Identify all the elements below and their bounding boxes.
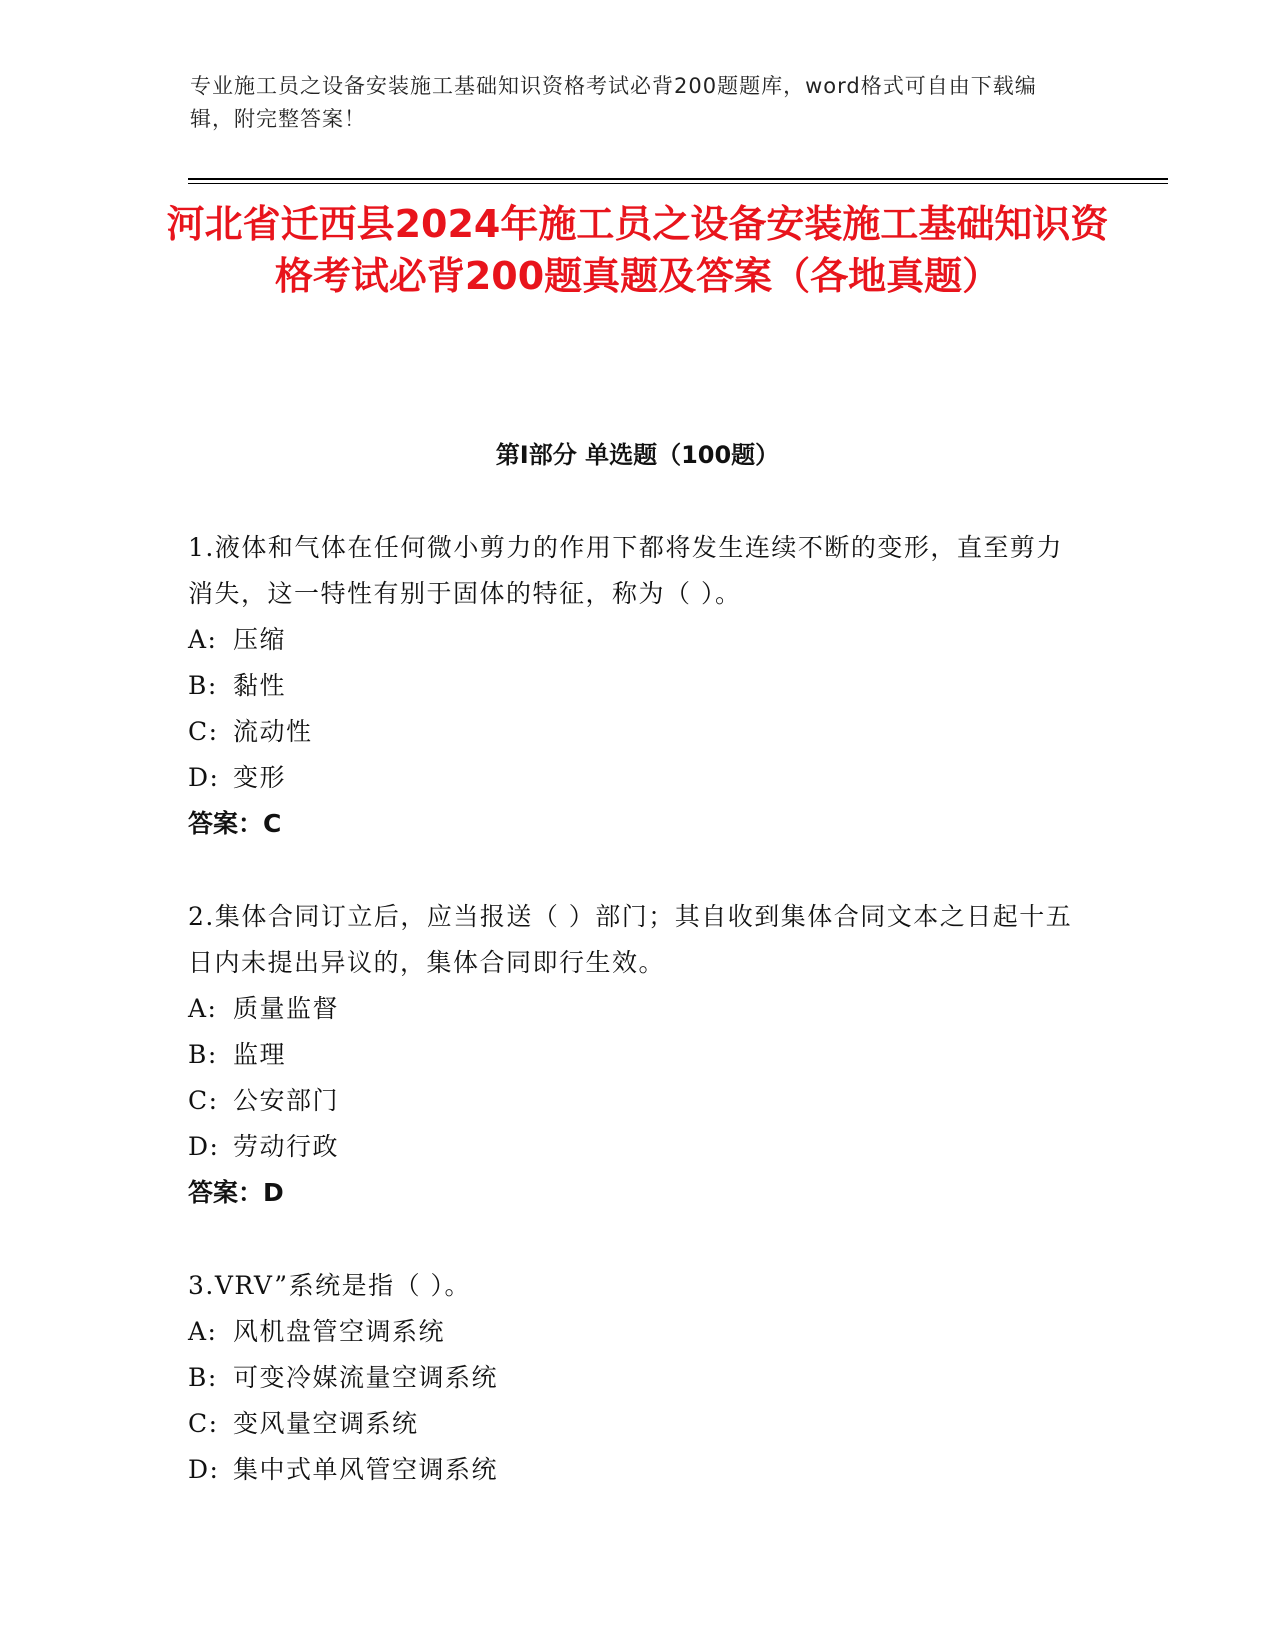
question-item [188,1263,1088,1493]
option-text: 质量监督 [233,994,340,1023]
option-text: 流动性 [233,717,313,746]
option-text: 可变冷媒流量空调系统 [233,1363,499,1392]
option-key: D: [188,763,220,792]
option-a [188,1309,1088,1355]
option-text: 劳动行政 [233,1132,340,1161]
option-text: 黏性 [233,671,287,700]
document-title: 河北省迁西县2024年施工员之设备安装施工基础知识资格考试必背200题真题及答案（各地真题） [166,202,1109,298]
option-text: 集中式单风管空调系统 [233,1455,499,1484]
header-rule-thick [188,178,1168,180]
option-key: C: [188,1409,219,1438]
question-list [188,525,1088,1540]
option-c [188,709,1088,755]
question-text: 3.VRV”系统是指（ ）。 [188,1271,472,1300]
option-key: C: [188,1086,219,1115]
option-b [188,1032,1088,1078]
option-key: A: [188,1317,218,1346]
option-c [188,1078,1088,1124]
option-key: A: [188,994,218,1023]
option-key: C: [188,717,219,746]
section-title: 第I部分 单选题（100题） [495,441,780,469]
header-note: 专业施工员之设备安装施工基础知识资格考试必背200题题库，word格式可自由下载编辑，附完整答案！ [190,74,1037,131]
question-text: 2.集体合同订立后，应当报送（ ）部门；其自收到集体合同文本之日起十五日内未提出异议的，集体合同即行生效。 [188,902,1073,977]
option-key: B: [188,1363,218,1392]
option-d [188,755,1088,801]
option-key: B: [188,671,218,700]
option-key: B: [188,1040,218,1069]
option-a [188,986,1088,1032]
header-rule-thin [188,183,1168,184]
answer-text: 答案：D [188,1178,284,1207]
option-c [188,1401,1088,1447]
option-key: A: [188,625,218,654]
option-d [188,1124,1088,1170]
option-b [188,1355,1088,1401]
option-a [188,617,1088,663]
option-key: D: [188,1132,220,1161]
option-b [188,663,1088,709]
option-text: 压缩 [233,625,287,654]
answer-text: 答案：C [188,809,282,838]
question-text: 1.液体和气体在任何微小剪力的作用下都将发生连续不断的变形，直至剪力消失，这一特性有别于固体的特征，称为（ ）。 [188,533,1063,608]
question-item [188,894,1088,1216]
option-text: 公安部门 [233,1086,340,1115]
option-text: 变风量空调系统 [233,1409,419,1438]
option-key: D: [188,1455,220,1484]
option-text: 风机盘管空调系统 [233,1317,446,1346]
option-text: 监理 [233,1040,287,1069]
option-text: 变形 [233,763,287,792]
option-d [188,1447,1088,1493]
question-item [188,525,1088,847]
